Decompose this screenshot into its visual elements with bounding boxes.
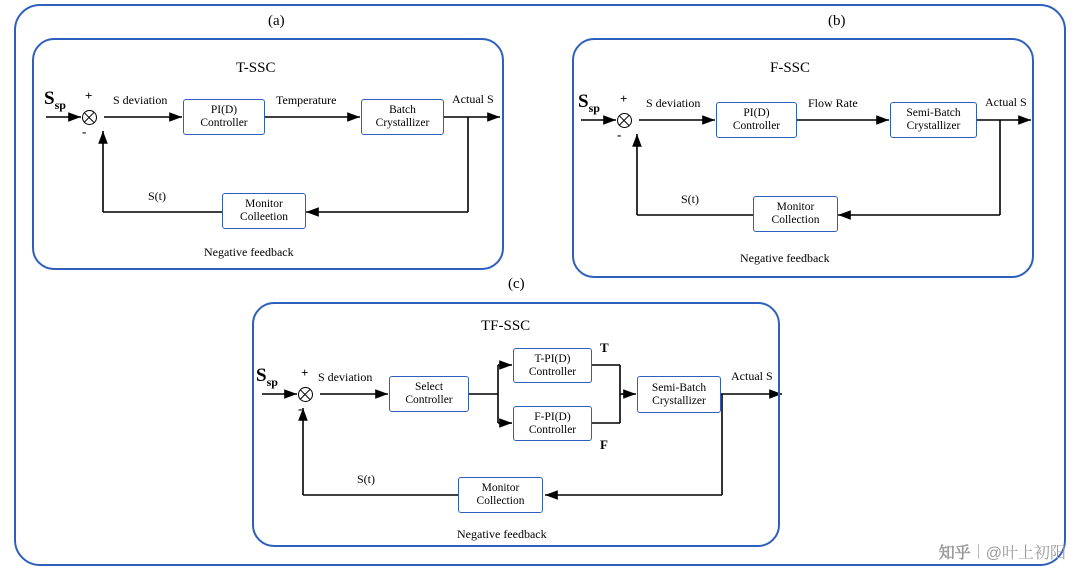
panel-c-f-controller-line2: Controller	[528, 423, 577, 436]
panel-a-feedback-label: S(t)	[148, 189, 166, 203]
panel-c-branch-bottom-label: F	[600, 437, 608, 452]
panel-b-feedback-label: S(t)	[681, 192, 699, 206]
panel-a-title: T-SSC	[236, 60, 276, 76]
panel-a-process-block	[361, 99, 444, 135]
panel-a-controller-line1: PI(D)	[210, 104, 238, 117]
panel-b-controller-line1: PI(D)	[743, 107, 770, 120]
panel-b-caption: (b)	[828, 13, 846, 29]
panel-a-footer: Negative feedback	[204, 245, 294, 259]
panel-a-minus-sign: -	[82, 124, 87, 139]
panel-b-monitor-line2: Collection	[771, 214, 820, 226]
panel-a-caption: (a)	[268, 13, 285, 29]
panel-a-summing-junction	[82, 110, 97, 125]
panel-c-title: TF-SSC	[481, 318, 531, 334]
panel-b-summing-junction	[617, 113, 632, 128]
panel-c-deviation-label: S deviation	[318, 370, 373, 384]
panel-b-setpoint-label: $S_{sp}$	[578, 91, 600, 115]
panel-c-process-line1: Semi-Batch	[651, 381, 707, 394]
panel-c-selector-line2: Controller	[405, 394, 453, 406]
panel-b-process-line2: Crystallizer	[906, 120, 961, 132]
panel-c-output-label: Actual S	[731, 369, 773, 383]
panel-a-controller-line2: Controller	[200, 117, 248, 129]
panel-c-f-controller-line1: F-PI(D)	[534, 410, 571, 423]
panel-c-monitor-line2: Collection	[476, 495, 525, 507]
panel-c-feedback-label: S(t)	[357, 472, 375, 486]
panel-b-controller-block	[716, 102, 797, 138]
panel-b-process-line1: Semi-Batch	[906, 107, 961, 120]
zhihu-logo-icon: 知乎	[938, 545, 971, 562]
watermark-handle: @叶上初阳	[985, 545, 1066, 562]
panel-c-minus-sign: -	[298, 401, 303, 416]
panel-b-deviation-label: S deviation	[646, 96, 701, 110]
panel-c-process-block	[637, 376, 721, 413]
panel-a-process-line1: Batch	[389, 104, 416, 117]
panel-c-plus-sign: +	[301, 365, 309, 380]
panel-c-monitor-block	[458, 477, 543, 513]
panel-b-monitor-block	[753, 196, 838, 232]
panel-c-t-controller-line2: Controller	[528, 365, 577, 378]
panel-a-monitor-line2: Colleetion	[240, 211, 288, 223]
panel-c-selector-block	[389, 376, 469, 412]
panel-a-process-line2: Crystallizer	[375, 117, 430, 129]
panel-a-plus-sign: +	[85, 88, 93, 103]
watermark	[939, 540, 1066, 563]
panel-b-controller-line2: Controller	[732, 120, 781, 132]
panel-b-title: F-SSC	[770, 60, 811, 76]
panel-b-footer: Negative feedback	[740, 251, 830, 265]
panel-b-flowrate-label: Flow Rate	[808, 96, 858, 110]
panel-b-plus-sign: +	[620, 91, 628, 106]
panel-c-process-line2: Crystallizer	[652, 394, 706, 407]
panel-c-footer: Negative feedback	[457, 527, 547, 541]
panel-b-process-block	[890, 102, 977, 138]
panel-b-monitor-line1: Monitor	[776, 201, 815, 214]
panel-c-branch-top-label: T	[600, 340, 609, 355]
panel-a-monitor-line1: Monitor	[245, 198, 283, 211]
panel-b-minus-sign: -	[617, 127, 622, 142]
panel-c-flow-controller-block	[513, 406, 592, 441]
panel-a-setpoint-label: $S_{sp}$	[44, 88, 66, 112]
panel-a-monitor-block	[222, 193, 306, 229]
watermark-separator	[978, 544, 979, 559]
panel-c-temperature-controller-block	[513, 348, 592, 383]
panel-c-t-controller-line1: T-PI(D)	[534, 352, 571, 365]
panel-c-setpoint-label: $S_{sp}$	[256, 365, 278, 389]
panel-c-selector-line1: Select	[414, 381, 444, 394]
panel-a-controller-block	[183, 99, 265, 135]
panel-a-output-label: Actual S	[452, 92, 494, 106]
panel-c-caption: (c)	[508, 276, 525, 292]
panel-a-deviation-label: S deviation	[113, 93, 168, 107]
panel-a-temperature-label: Temperature	[276, 93, 337, 107]
panel-c-summing-junction	[298, 387, 313, 402]
panel-c-monitor-line1: Monitor	[481, 482, 520, 495]
panel-b-output-label: Actual S	[985, 95, 1027, 109]
